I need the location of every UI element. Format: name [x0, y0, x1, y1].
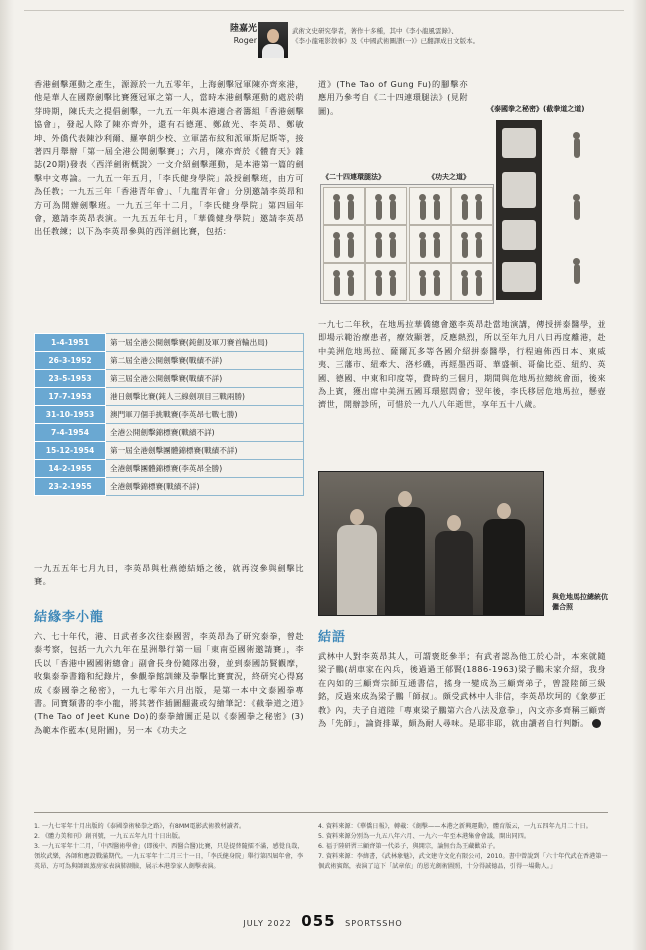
page-number: 055	[301, 912, 336, 930]
photo-person-head	[398, 491, 412, 507]
guatemala-president-photo	[318, 471, 544, 616]
author-bio-line: 《李小龍電影敘事》及《中國武術圖譜(一)》已翻譯成日文版本。	[292, 37, 480, 45]
table-row	[35, 388, 304, 406]
footnote: 1. 一九七零年十月出版的《泰國拳術秘拳之路》，有8MM電影武術教材讀者。	[34, 823, 246, 830]
illustration-figure	[476, 238, 482, 258]
photo-person	[337, 525, 377, 615]
footnotes-right	[318, 822, 608, 872]
book-scan-panel	[502, 220, 536, 250]
table-row	[35, 370, 304, 388]
illustration-figure	[434, 238, 440, 258]
book-scan-panel	[502, 172, 536, 208]
illustration-figure	[462, 200, 468, 220]
conclusion-body	[318, 650, 606, 730]
table-row	[35, 478, 304, 496]
event-description: 全港劍擊團體錦標賽(李英昂全勝)	[106, 460, 304, 478]
issue-date: JULY 2022	[243, 919, 292, 928]
author-portrait-body	[262, 44, 284, 58]
kick-sketch-figure	[574, 138, 580, 158]
book-scan-panel	[502, 128, 536, 158]
author-portrait	[258, 22, 288, 58]
event-date: 15-12-1954	[35, 442, 106, 460]
section-bruce-lee-body: 六、七十年代，港、日武者多次往泰國習，李英昂為了研究泰拳，曾赴泰考察，包括一九六九年在星洲舉行第一屆「東南亞國術邀請賽」，李氏以「香港中國國術總會」副會長身份隨隊出發，並到泰國訪賢觀摩，收集泰拳書籍和紀錄片，參觀拳館訓練及拳擊比賽實況，終研究心得寫成《泰國拳之秘密》，一九七零年六月出版，是第一本中文泰國拳專書。同寶類書的李小龍，將其著作插圖翻畫或勾繪筆記：《截拳道之道》(The Tao of Jeet Kune Do)的泰拳繪圖正是以《泰國拳之秘密》(3)為範本作藍本(見附圖)，另一本《功夫之	[34, 631, 304, 735]
illustration-panel	[451, 263, 493, 301]
kick-sketch-figure	[574, 264, 580, 284]
event-description: 澳門軍刀個手挑戰賽(李英昂七戰七勝)	[106, 406, 304, 424]
illustration-panel	[409, 225, 451, 263]
kick-sketch-column	[550, 120, 606, 300]
footnotes-left	[34, 822, 304, 872]
illustration-figure	[348, 276, 354, 296]
event-description: 第一屆全港劍擊團體錦標賽(戰績不詳)	[106, 442, 304, 460]
event-date: 23-2-1955	[35, 478, 106, 496]
section-heading-conclusion: 結語	[318, 630, 347, 645]
photo-person-head	[497, 503, 511, 519]
table-row	[35, 352, 304, 370]
event-date: 14-2-1955	[35, 460, 106, 478]
illustration-panel	[365, 187, 407, 225]
photo-person-head	[447, 515, 461, 531]
illustration-panel	[323, 187, 365, 225]
figure-caption-24-kicks: 《二十四連環腿法》	[322, 173, 385, 181]
table-row	[35, 334, 304, 352]
illustration-figure	[348, 200, 354, 220]
illustration-panel	[365, 225, 407, 263]
illustration-panel	[365, 263, 407, 301]
kicking-technique-illustrations	[320, 184, 494, 304]
photo-person	[385, 507, 425, 615]
event-description: 全港公開劍擊錦標賽(戰績不詳)	[106, 424, 304, 442]
right-intro-paragraph: 道》(The Tao of Gung Fu)的腳擊亦應用乃參考自《二十四連環腿法》(見附圖)。	[318, 79, 468, 116]
photo-person	[435, 531, 473, 615]
illustration-panel	[409, 263, 451, 301]
illustration-figure	[434, 276, 440, 296]
illustration-panel	[451, 225, 493, 263]
guatemala-paragraph: 一九七二年秋，在地馬拉華僑總會邀李英昂赴當地演講，傳授拼泰醫學，並即場示範治療患者，療效顯著，反應熱烈，所以至年九月八日再度離港，赴中美洲危地馬拉、薩爾瓦多等各國介紹拼泰醫學，行程遍佈西日本、東威夷、三藩市、紐牽大、洛杉磯，再經墨西哥、華盛頓、哥倫比亞、紐約、英國、德國、中東和印度等，費時約三個月，期間與危地馬拉總統會面，後來為上賓，獲出席中美洲五國耳環慰問會；翌年後，李氏移居危地馬拉，懸壺濟世，開辦診所，可惜於一九八八年逝世，享年五十八歲。	[318, 319, 606, 410]
illustration-figure	[462, 276, 468, 296]
illustration-panel	[451, 187, 493, 225]
thai-boxing-book-scan	[496, 120, 542, 300]
conclusion-text: 武林中人對李英昂其人，可謂褒貶參半；有武者認為他工於心計，本來就隨梁子鵬(胡車家在內兵，後過過王郁賢(1886-1963)梁子鵬未家介紹，我身在內如的三顧齊宗師互通書信，搖身一變成為三顧齊弟子，曾證陸師三級銘，反過來成為梁子鵬「師叔」。頗受武林中人非信，李英昂坎坷的《象夢正教》內，夫子自道陸「專東梁子鵬第六合八法及意拳」，內文亦多齊稱三顧齊為「先師」，論資排輩，頗為耐人尋味。是耶非耶，就由讀者自行判斷。	[318, 651, 606, 729]
magazine-name: SPORTSSHO	[345, 919, 403, 928]
author-bio-line: 武術文史研究學者，著作十多種，其中《李小龍風雲錄》、	[292, 27, 458, 35]
illustration-figure	[390, 238, 396, 258]
illustration-figure	[376, 238, 382, 258]
illustration-panel	[409, 187, 451, 225]
event-date: 7-4-1954	[35, 424, 106, 442]
table-row	[35, 460, 304, 478]
event-description: 第三屆全港公開劍擊賽(戰績不詳)	[106, 370, 304, 388]
after-table-paragraph: 一九五五年七月九日，李英昂與杜燕德結婚之後，就再沒參與劍擊比賽。	[34, 563, 304, 587]
event-date: 1-4-1951	[35, 334, 106, 352]
illustration-figure	[334, 200, 340, 220]
figure-caption-thai-boxing: 《泰國拳之秘密》(截拳道之道)	[487, 105, 585, 113]
table-row	[35, 406, 304, 424]
illustration-figure	[376, 200, 382, 220]
footnote-rule	[34, 812, 608, 813]
illustration-panel	[323, 263, 365, 301]
illustration-figure	[462, 238, 468, 258]
fencing-events-table	[34, 333, 304, 496]
illustration-figure	[420, 238, 426, 258]
table-row	[35, 442, 304, 460]
table-row	[35, 424, 304, 442]
section-heading-bruce-lee: 結緣李小龍	[34, 610, 105, 625]
event-description: 全港劍擊錦標賽(戰績不詳)	[106, 478, 304, 496]
footnote: 4. 資料來源：《華僑日報》，轉載：《劍擊——本港之新興運動》，體育版云，一九五四年九月二十日。	[318, 823, 592, 830]
author-name: 陸嘉光	[229, 24, 257, 34]
page-folio	[0, 912, 646, 930]
event-date: 31-10-1953	[35, 406, 106, 424]
illustration-figure	[390, 276, 396, 296]
illustration-figure	[390, 200, 396, 220]
event-description: 第二屆全港公開劍擊賽(戰績不詳)	[106, 352, 304, 370]
event-description: 港日劍擊比賽(鈍人三線劍項目三戰兩勝)	[106, 388, 304, 406]
kick-sketch	[556, 124, 600, 164]
kick-sketch	[556, 244, 600, 294]
footnote: 2. 《體力美和刊》創刊號，一九五五年九月十日出版。	[34, 833, 185, 840]
footnote: 7. 資料來源：李緯書，《武林象魅》，武文建寺文化有限公司，2010。書中曾說到「六十年代武在香港第一個武術賓館，表演了這下「試章依」的恩光劍術圖照，十分得誠德品，引得一場動人。」	[318, 853, 608, 870]
event-date: 26-3-1952	[35, 352, 106, 370]
illustration-figure	[434, 200, 440, 220]
illustration-figure	[476, 200, 482, 220]
book-scan-panel	[502, 262, 536, 292]
photo-person	[483, 519, 525, 615]
kick-sketch	[556, 180, 600, 230]
footnote: 3. 一九五零年十二月，「中西醫術學會」(即後中、西醫合醫)比賽，只是提替隨擂不滿，感覺良哉，領坎武樂，各師和應設戰滿期代。一九五零年十二月三十一日，「李氏健身院」舉行第四屆年會，李英昂、方可為與師級蒸房家表演肺測臉，展示本港拳家人劍擊表演。	[34, 843, 304, 870]
illustration-figure	[334, 238, 340, 258]
author-english-name: Roger	[233, 36, 257, 45]
illustration-figure	[334, 276, 340, 296]
end-mark-icon	[592, 719, 601, 728]
left-intro-paragraph: 香港劍擊運動之產生，源源於一九五零年，上海劍擊冠軍陳亦齊來港，他是華人在國際劍擊比賽獲冠軍之第一人，當時本港劍擊運動的處於萌芽時期，陳氏夫之提倡劍擊，一九五一年與本港適合者籌組「香港劍擊協會」，發起人除了陳亦齊外，還有石德運、鄭啟光、李英昂、鄭敏坤、外僑代表陳沙利爾、羅寧朗少校、立軍諾布紋和派軍斯尼斯等，接著四月舉辦「第一屆全港公開劍擊賽」；六月，陳亦齊於《體育天》雜誌(20期)發表〈西洋劍術概說〉一文介紹劍擊運動，是本港第一篇的劍擊中文專論。一九五一年五月，「李氏健身學院」設授劍擊班，由方可為任教；一九五三年「香港青年會」、「九龍青年會」分別邀請李英昂和方可為開辦劍擊班。一九五三年十二月，「李氏健身學院」第四屆年會，邀請李英昂表演。一九五五年七月，「華僑健身學院」邀請李英昂出任教練；以下為李英昂參與的西洋劍比賽，包括：	[34, 79, 304, 237]
footnote: 5. 資料來源分別為一九五八年六月、一九六一年至本港集會會議，開出同四。	[318, 833, 531, 840]
illustration-figure	[348, 238, 354, 258]
illustration-figure	[420, 200, 426, 220]
illustration-figure	[420, 276, 426, 296]
illustration-figure	[376, 276, 382, 296]
author-bio	[292, 26, 532, 46]
footnote: 6. 福于陸研習三顧齊第一代弟子，與開宗，論無台為王藏歡弟子。	[318, 843, 500, 850]
event-date: 23-5-1953	[35, 370, 106, 388]
author-portrait-face	[267, 29, 279, 43]
illustration-panel	[323, 225, 365, 263]
figure-caption-tao-of-gung-fu: 《功夫之道》	[428, 173, 470, 181]
kick-sketch-figure	[574, 200, 580, 220]
event-date: 17-7-1953	[35, 388, 106, 406]
photo-person-head	[350, 509, 364, 525]
illustration-figure	[476, 276, 482, 296]
photo-caption: 與危地馬拉總統伉儷合照	[552, 593, 608, 611]
top-rule	[24, 0, 624, 11]
event-description: 第一屆全港公開劍擊賽(鈍劍及軍刀賽首輪出局)	[106, 334, 304, 352]
author-block	[205, 24, 257, 46]
